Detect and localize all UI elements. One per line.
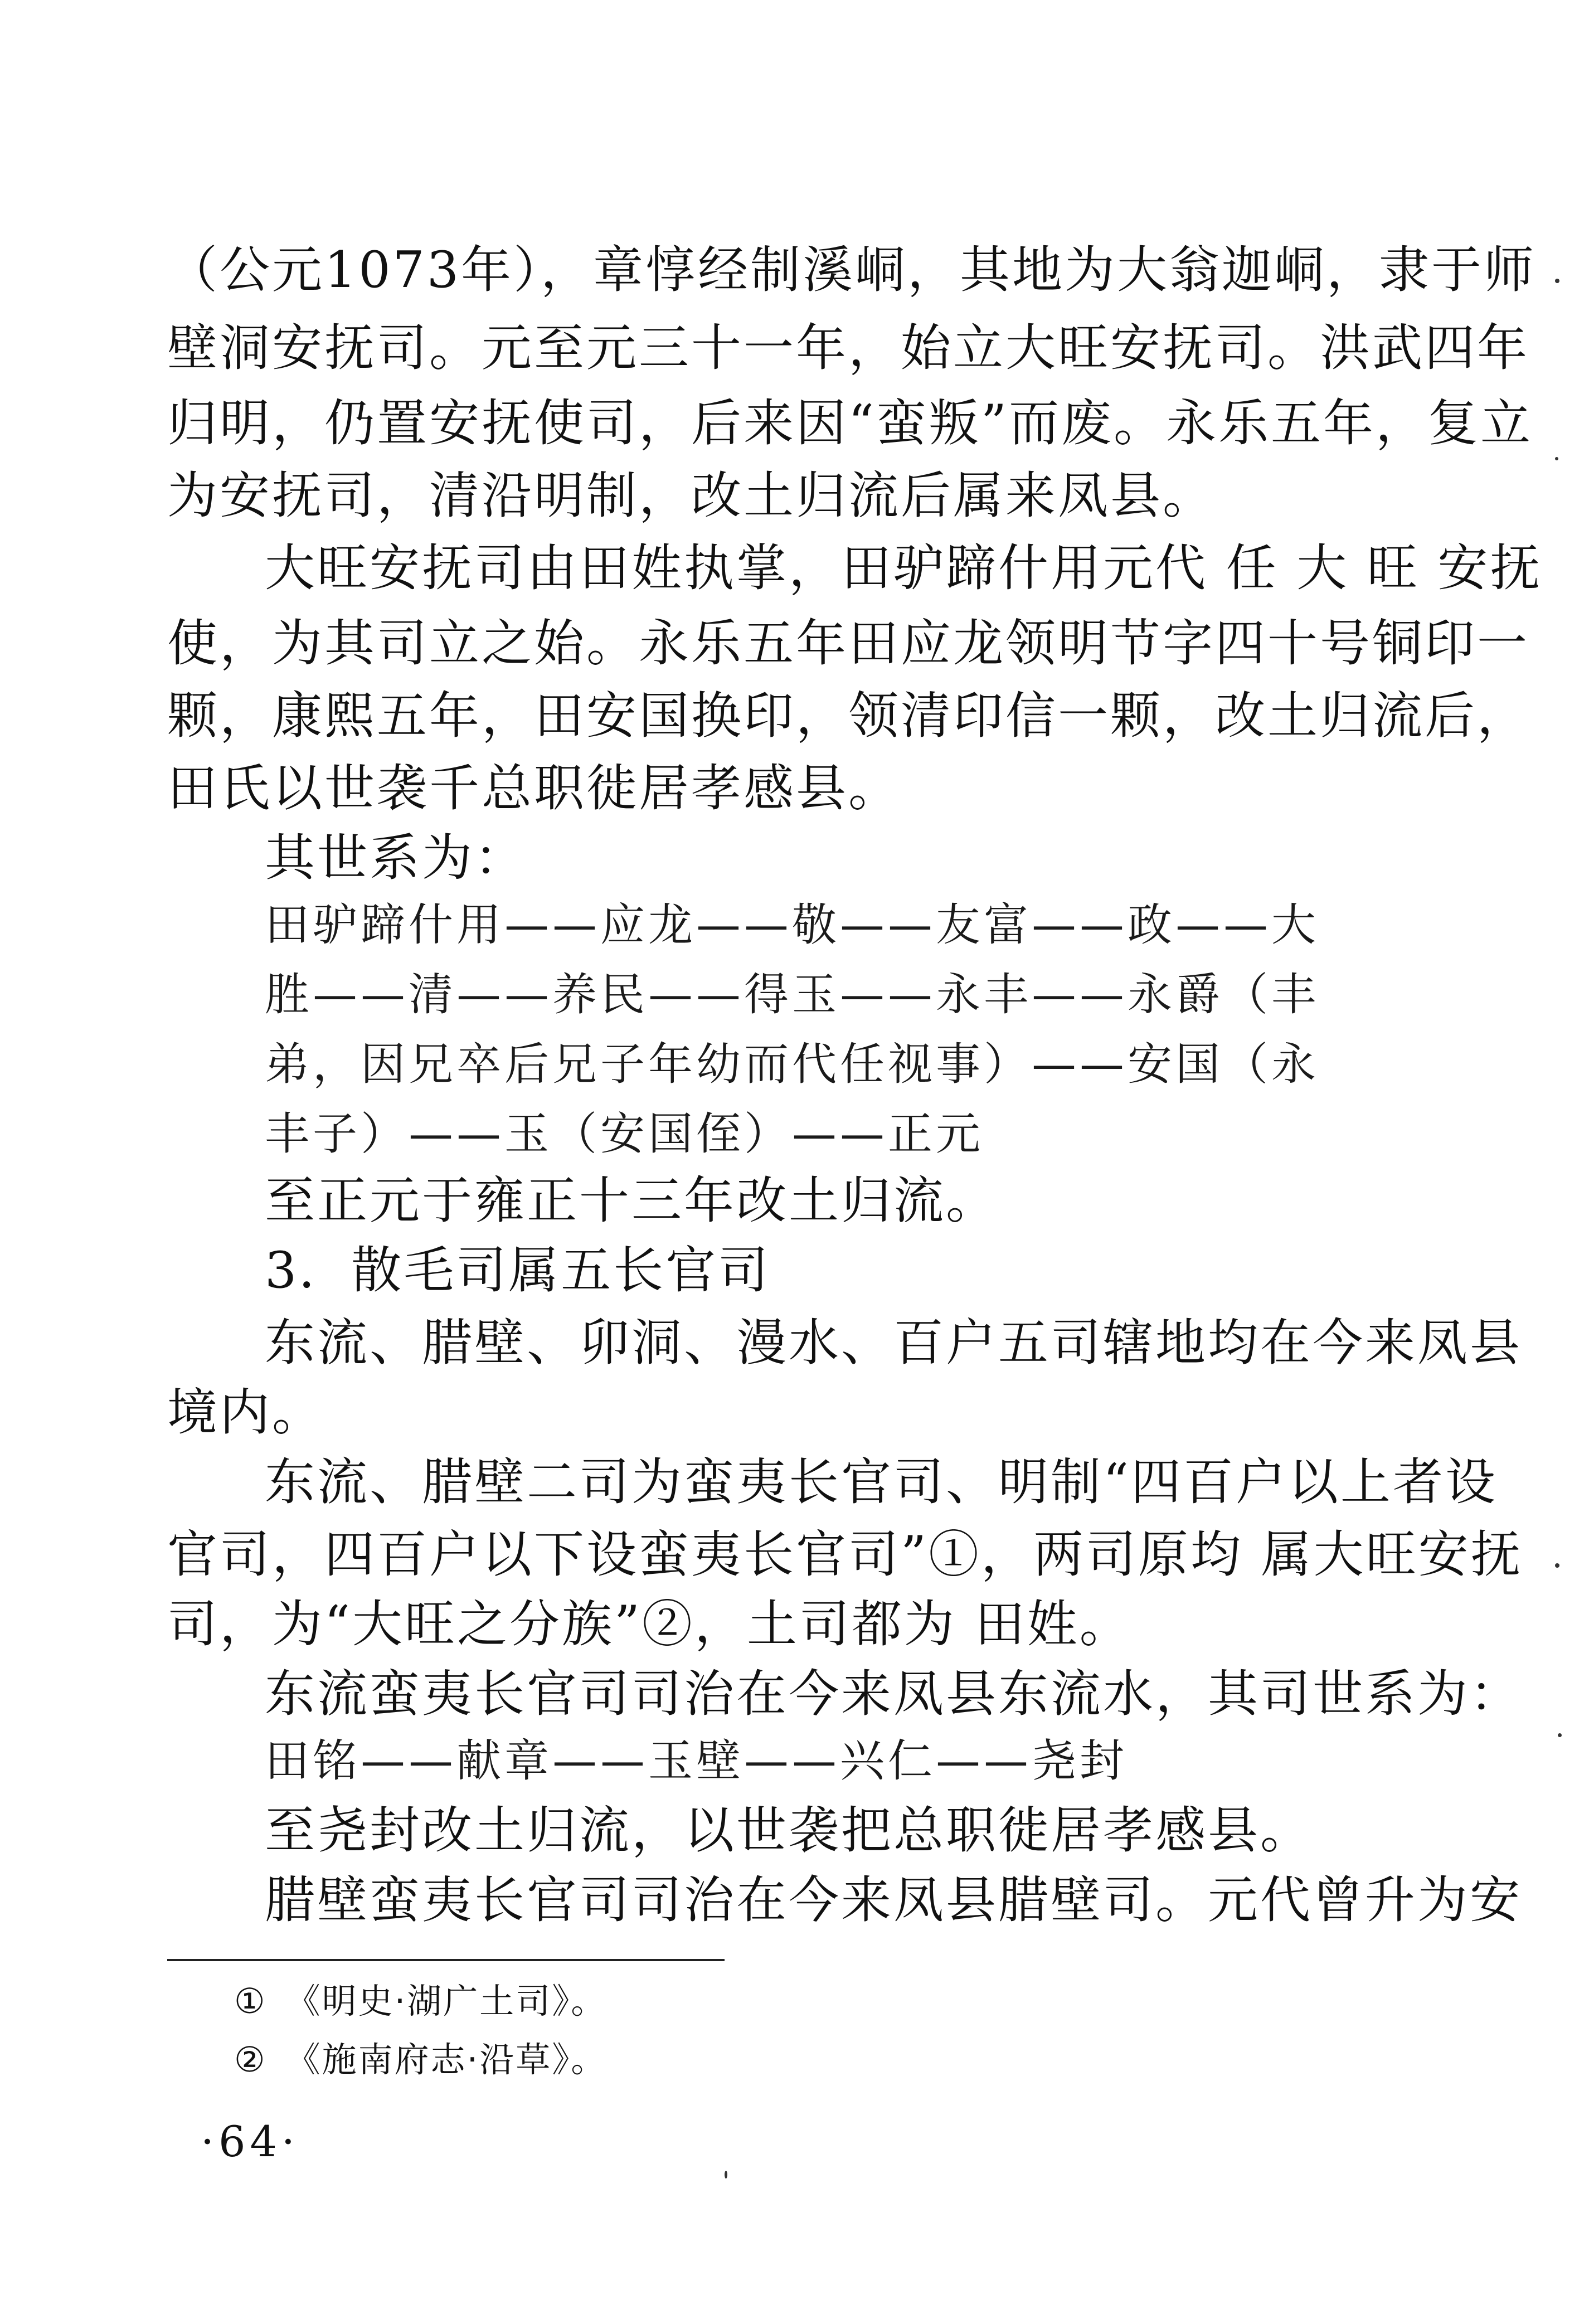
text-line: 东流蛮夷长官司司治在今来凤县东流水，其司世系为： [265, 1665, 1522, 1723]
scan-speck [725, 2171, 727, 2179]
lineage-line: 弟，因兄卒后兄子年幼而代任视事）——安国（永 [265, 1038, 1319, 1090]
text-line: 官司，四百户以下设蛮夷长官司”①，两司原均 属大旺安抚 [167, 1525, 1523, 1584]
text-line: 壁洞安抚司。元至元三十一年，始立大旺安抚司。洪武四年 [167, 319, 1529, 377]
lineage-line: 胜——清——养民——得玉——永丰——永爵（丰 [265, 969, 1319, 1020]
text-line: 大旺安抚司由田姓执掌，田驴蹄什用元代 任 大 旺 安抚 [265, 539, 1543, 597]
text-line: 东流、腊壁二司为蛮夷长官司、明制“四百户以上者设 [265, 1453, 1498, 1511]
text-line: 东流、腊壁、卯洞、漫水、百户五司辖地均在今来凤县 [265, 1314, 1522, 1372]
text-line: 腊壁蛮夷长官司司治在今来凤县腊壁司。元代曾升为安 [265, 1871, 1522, 1929]
scan-speck [1555, 279, 1559, 283]
footnote: ① 《明史·湖广土司》。 [234, 1981, 608, 2021]
lineage-line: 田驴蹄什用——应龙——敬——友富——政——大 [265, 899, 1319, 951]
text-line: 使，为其司立之始。永乐五年田应龙领明节字四十号铜印一 [167, 614, 1529, 673]
page-number: ·64· [201, 2117, 300, 2166]
text-line: 其世系为： [265, 829, 527, 887]
lineage-line: 田铭——献章——玉壁——兴仁——尧封 [265, 1735, 1128, 1787]
footnote: ② 《施南府志·沿草》。 [234, 2039, 608, 2080]
text-line: 至正元于雍正十三年改土归流。 [265, 1171, 998, 1230]
lineage-line: 丰子）——玉（安国侄）——正元 [265, 1108, 984, 1160]
text-line: 颗，康熙五年，田安国换印，领清印信一颗，改土归流后， [167, 687, 1529, 745]
scan-speck [1558, 1733, 1562, 1737]
text-line: 田氏以世袭千总职徙居孝感县。 [167, 759, 901, 818]
text-line: 司，为“大旺之分族”②，土司都为 田姓。 [167, 1595, 1132, 1654]
scan-speck [1555, 1563, 1559, 1568]
text-line: 为安抚司，清沿明制，改土归流后属来凤县。 [167, 466, 1215, 525]
scan-speck [1555, 457, 1558, 460]
text-line: 至尧封改土归流，以世袭把总职徙居孝感县。 [265, 1801, 1313, 1860]
section-heading: 3．散毛司属五长官司 [265, 1241, 771, 1300]
text-line: 归明，仍置安抚使司，后来因“蛮叛”而废。永乐五年，复立 [167, 394, 1533, 453]
text-line: 境内。 [167, 1383, 324, 1442]
text-line: （公元1073年），章惇经制溪峒，其地为大翁迦峒，隶于师 [167, 241, 1537, 299]
footnote-divider [167, 1959, 725, 1961]
